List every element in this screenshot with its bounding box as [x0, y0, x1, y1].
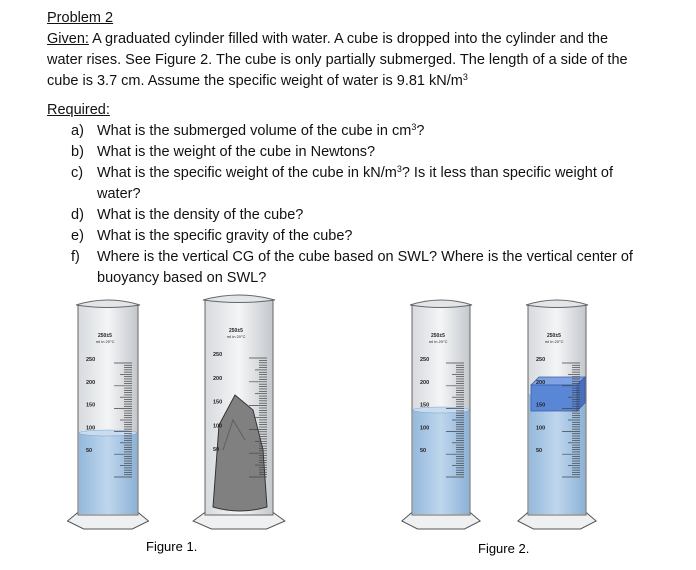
cylinder-temp-label: ml in 20°C — [227, 334, 246, 339]
cylinder-capacity-label: 250±5 — [229, 328, 243, 334]
scale-label: 50 — [420, 448, 427, 455]
cylinder-rim — [526, 300, 588, 308]
cylinder-rim — [203, 295, 275, 303]
required-item: f) Where is the vertical CG of the cube based on SWL? Where is the vertical center of — [71, 249, 633, 265]
cylinder-temp-label: ml in 20°C — [96, 339, 115, 344]
scale-label: 50 — [86, 448, 93, 455]
given-line-1: Given: A graduated cylinder filled with water. A cube is dropped into the cylinder and the — [47, 31, 609, 47]
scale-label: 250 — [420, 357, 430, 363]
figure-1-caption: Figure 1. — [146, 539, 198, 554]
cylinder-temp-label: ml in 20°C — [545, 339, 564, 344]
scale-label: 250 — [213, 352, 223, 358]
scale-label: 150 — [536, 402, 546, 409]
required-item: d) What is the density of the cube? — [71, 207, 304, 223]
scale-label: 250 — [536, 357, 546, 363]
cylinder-rim — [410, 300, 472, 308]
scale-label: 250 — [86, 357, 96, 363]
given-label: Given: — [47, 31, 89, 47]
figure-2-caption: Figure 2. — [478, 541, 530, 556]
scale-label: 100 — [536, 425, 546, 432]
cylinder-capacity-label: 250±5 — [431, 333, 445, 339]
required-item: b) What is the weight of the cube in Newtons? — [71, 144, 376, 160]
required-item-continuation: water? — [97, 186, 141, 202]
cylinder-rim — [76, 300, 140, 308]
given-line-2: water rises. See Figure 2. The cube is only partially submerged. The length of a side of the — [47, 52, 628, 68]
cylinder-fig2-cube — [518, 300, 596, 529]
scale-label: 200 — [86, 379, 96, 386]
scale-label: 150 — [86, 402, 96, 409]
required-label: Required: — [47, 102, 110, 118]
cylinder-fig1-rock — [193, 295, 285, 529]
scale-label: 50 — [536, 448, 543, 455]
required-item: e) What is the specific gravity of the cube? — [71, 228, 353, 244]
scale-label: 100 — [86, 425, 96, 432]
cylinder-capacity-label: 250±5 — [98, 333, 112, 339]
cylinder-capacity-label: 250±5 — [547, 333, 561, 339]
scale-label: 200 — [420, 379, 430, 386]
scale-label: 150 — [213, 399, 223, 406]
cylinder-fig1-empty — [68, 300, 149, 529]
scale-label: 50 — [213, 447, 220, 454]
cylinder-temp-label: ml in 20°C — [429, 339, 448, 344]
scale-label: 150 — [420, 402, 430, 409]
required-item: c) What is the specific weight of the cube in $kN/m^3$? Is it less than specific weight of — [71, 164, 613, 181]
required-item-continuation: buoyancy based on SWL? — [97, 270, 267, 286]
scale-label: 100 — [213, 423, 223, 430]
scale-label: 200 — [213, 375, 223, 382]
cylinder-fig2-water — [402, 300, 480, 529]
required-item: a) What is the submerged volume of the cube in $cm^3$? — [71, 122, 425, 139]
given-line-3: cube is 3.7 cm. Assume the specific weight of water is 9.81 $kN/m^3$ — [47, 72, 468, 89]
scale-label: 100 — [420, 425, 430, 432]
scale-label: 200 — [536, 379, 546, 386]
problem-title: Problem 2 — [47, 10, 114, 26]
